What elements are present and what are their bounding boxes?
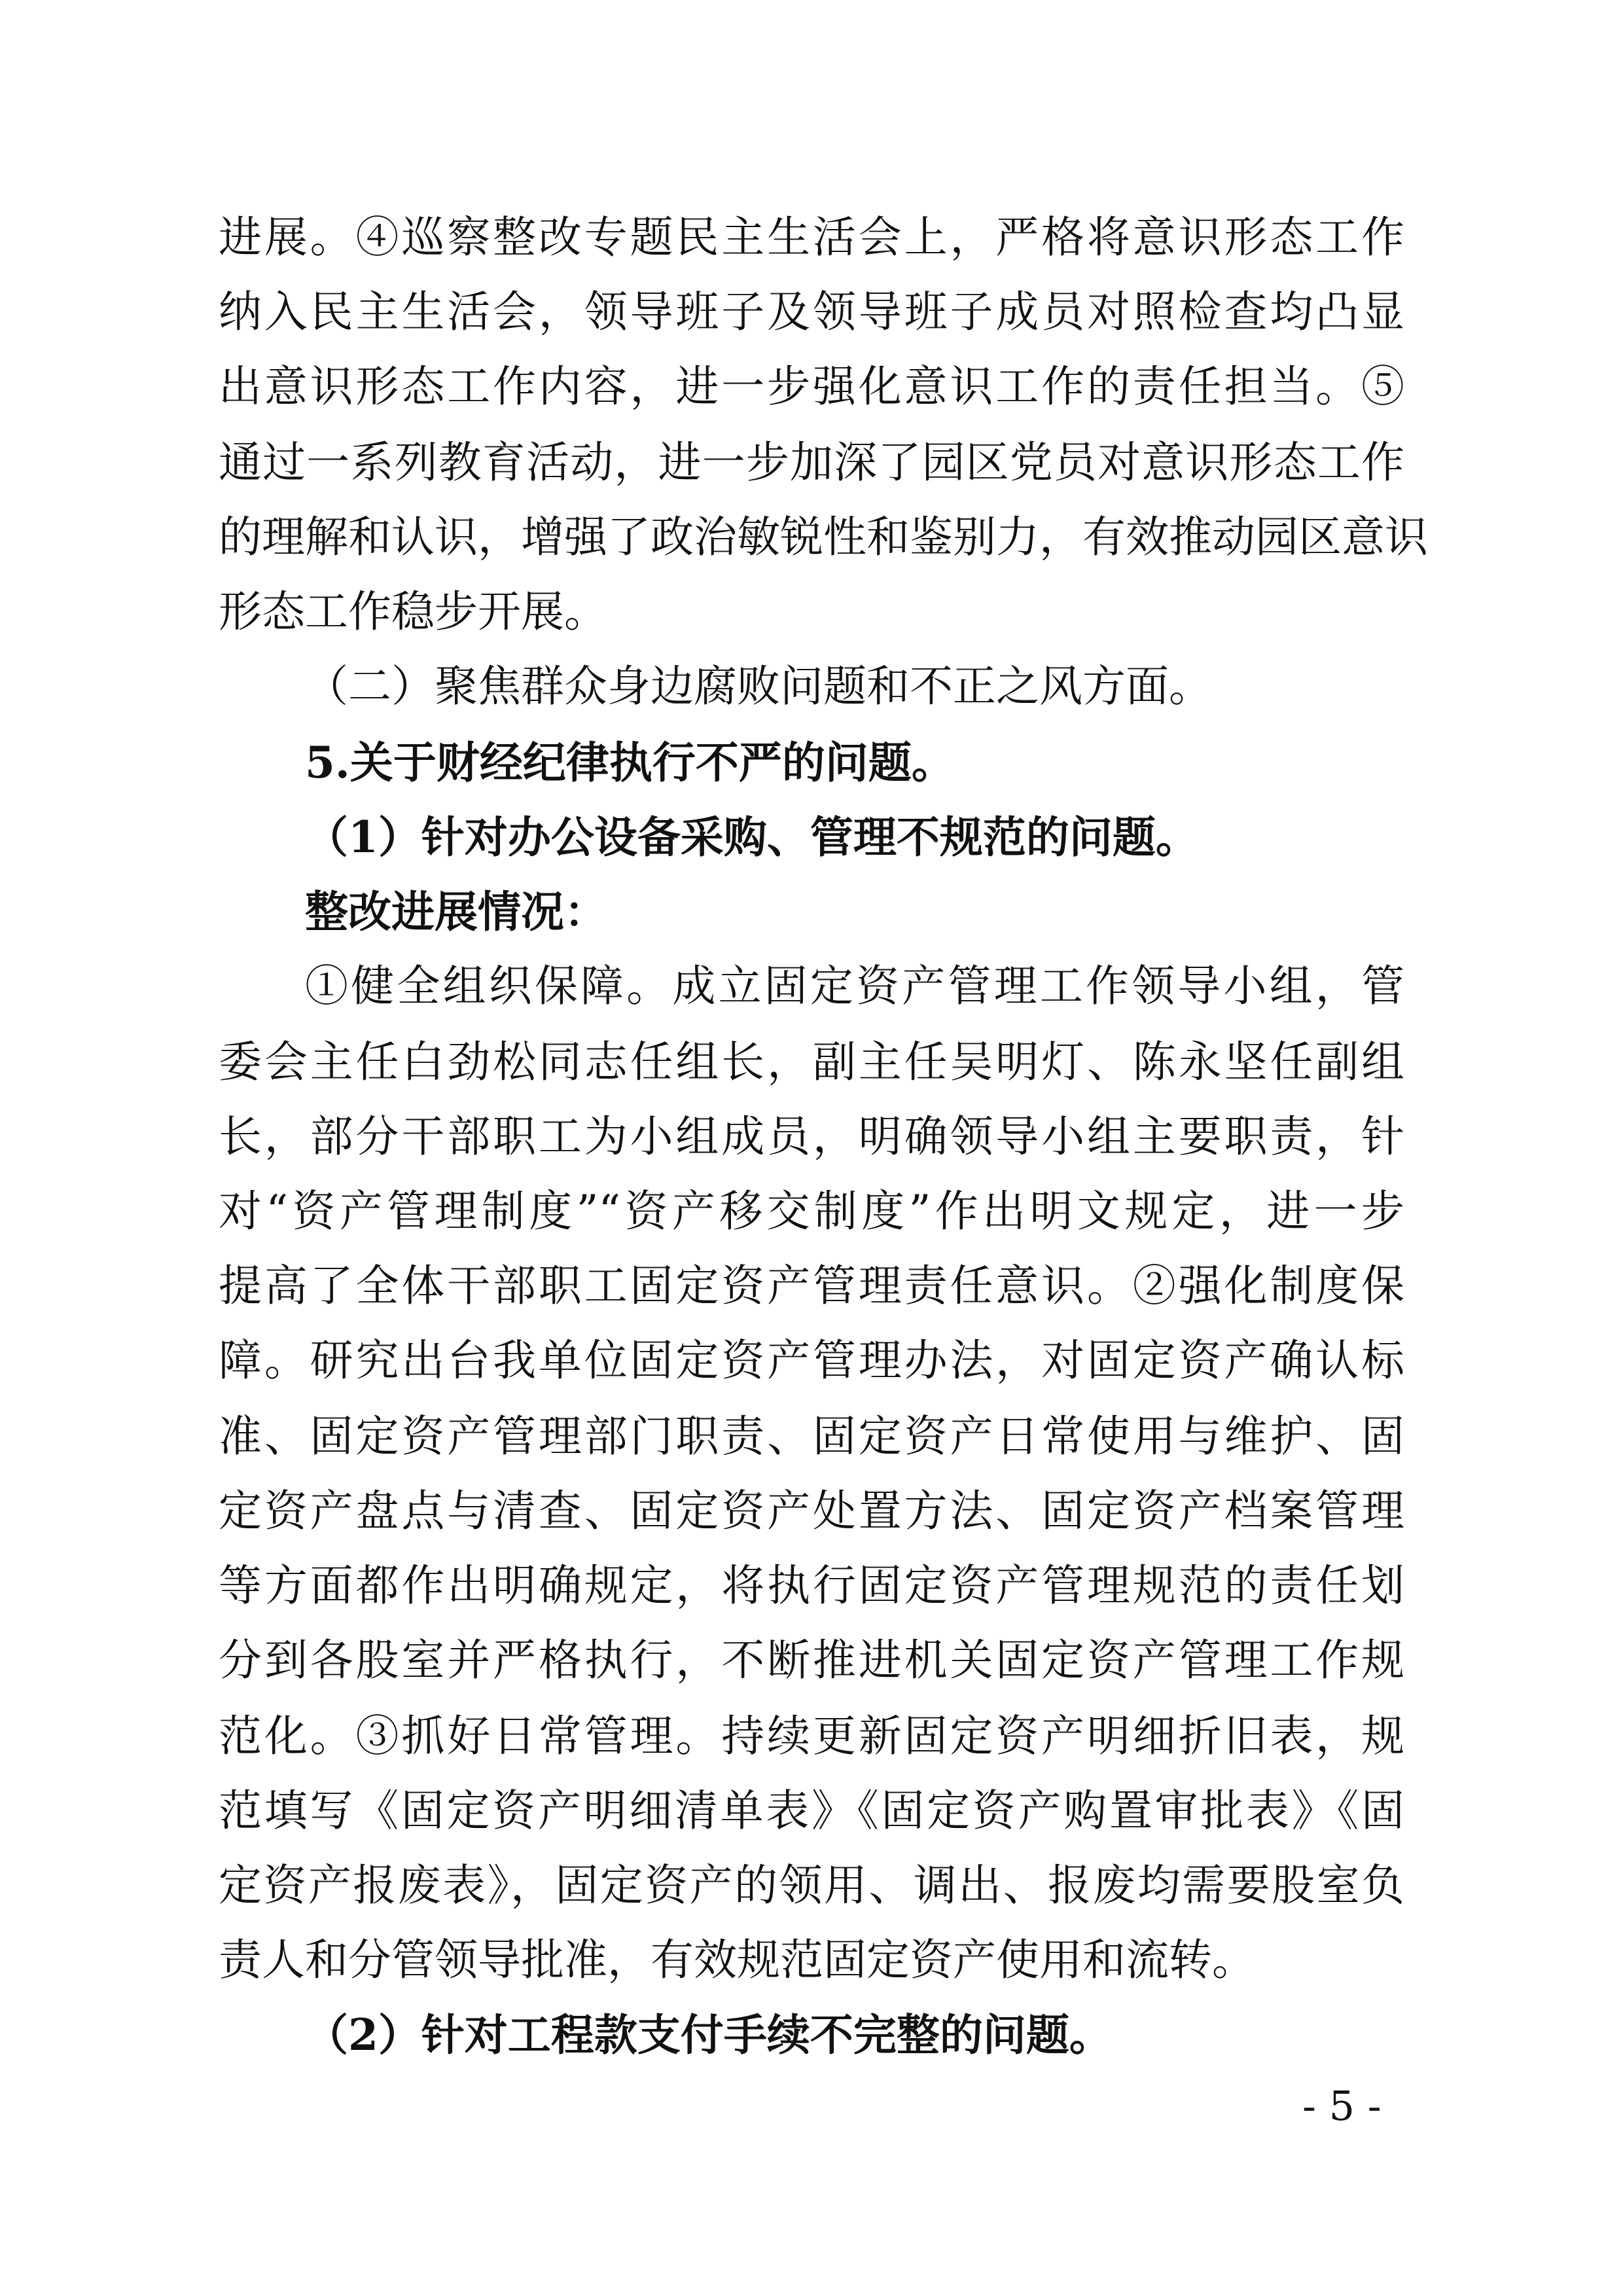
paragraph-line: 长，部分干部职工为小组成员，明确领导小组主要职责，针 (219, 1111, 1404, 1162)
paragraph-line: 通过一系列教育活动，进一步加深了园区党员对意识形态工作 (219, 437, 1404, 488)
paragraph-line: 的理解和认识，增强了政治敏锐性和鉴别力，有效推动园区意识 (219, 512, 1428, 562)
subsection-heading: 5.关于财经纪律执行不严的问题。 (305, 737, 955, 788)
paragraph-line: 对“资产管理制度”“资产移交制度”作出明文规定，进一步 (219, 1186, 1404, 1236)
item-heading: （1）针对办公设备采购、管理不规范的问题。 (305, 812, 1199, 863)
paragraph-line: 委会主任白劲松同志任组长，副主任吴明灯、陈永坚任副组 (219, 1037, 1404, 1087)
paragraph-line: 分到各股室并严格执行，不断推进机关固定资产管理工作规 (219, 1635, 1404, 1685)
paragraph-line: 障。研究出台我单位固定资产管理办法，对固定资产确认标 (219, 1335, 1404, 1386)
page-number: - 5 - (1302, 2082, 1382, 2130)
item-heading: （2）针对工程款支付手续不完整的问题。 (305, 2009, 1113, 2060)
paragraph-line: 提高了全体干部职工固定资产管理责任意识。②强化制度保 (219, 1261, 1404, 1311)
paragraph-line: 定资产报废表》，固定资产的领用、调出、报废均需要股室负 (219, 1860, 1404, 1910)
paragraph-line: 准、固定资产管理部门职责、固定资产日常使用与维护、固 (219, 1411, 1404, 1462)
progress-heading: 整改进展情况： (305, 886, 607, 937)
section-heading: （二）聚焦群众身边腐败问题和不正之风方面。 (305, 661, 1212, 711)
paragraph-line: 形态工作稳步开展。 (219, 586, 607, 637)
paragraph-line: 进展。④巡察整改专题民主生活会上，严格将意识形态工作 (219, 212, 1404, 262)
paragraph-line: 范填写《固定资产明细清单表》《固定资产购置审批表》《固 (219, 1785, 1404, 1836)
paragraph-line: 责人和分管领导批准，有效规范固定资产使用和流转。 (219, 1935, 1255, 1985)
paragraph-line: 等方面都作出明确规定，将执行固定资产管理规范的责任划 (219, 1560, 1404, 1611)
paragraph-line: 出意识形态工作内容，进一步强化意识工作的责任担当。⑤ (219, 361, 1404, 412)
paragraph-line: 定资产盘点与清查、固定资产处置方法、固定资产档案管理 (219, 1486, 1404, 1536)
paragraph-line: ①健全组织保障。成立固定资产管理工作领导小组，管 (305, 961, 1404, 1011)
paragraph-line: 纳入民主生活会，领导班子及领导班子成员对照检查均凸显 (219, 287, 1404, 337)
paragraph-line: 范化。③抓好日常管理。持续更新固定资产明细折旧表，规 (219, 1711, 1404, 1761)
